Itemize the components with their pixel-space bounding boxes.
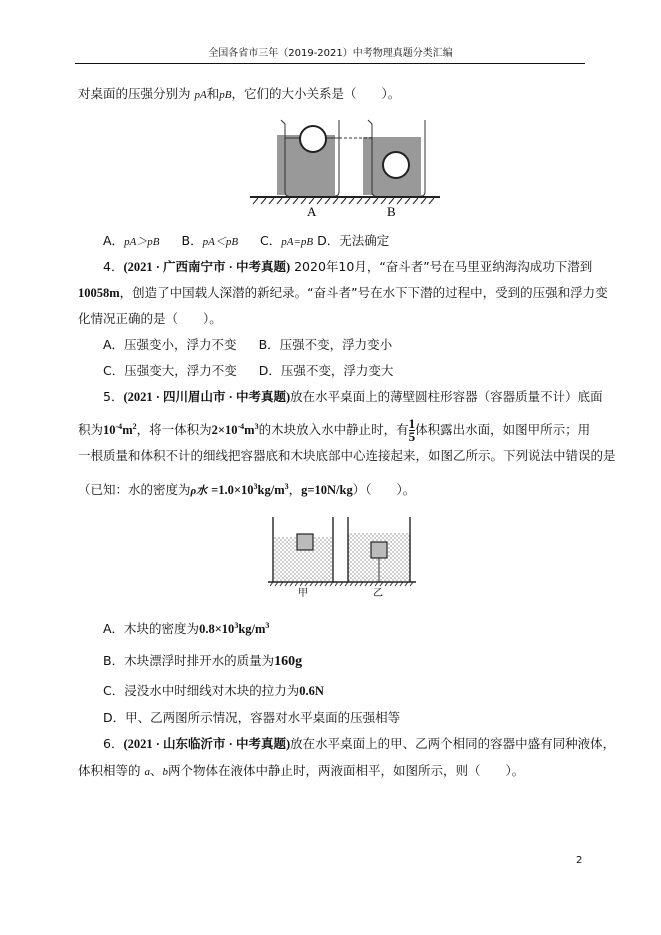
page-number: 2 (576, 855, 583, 866)
q5-option-c: C．浸没水中时细线对木块的拉力为0.6N (103, 683, 324, 698)
q5-line3: 一根质量和体积不计的细线把容器底和木块底部中心连接起来，如图乙所示。下列说法中错误的是 (78, 448, 616, 463)
fig-label-jia: 甲 (298, 588, 308, 597)
q5-option-a: A．木块的密度为$0.8\times 10^3kg/m^3$ (103, 621, 270, 637)
q5-line4: （已知：水的密度为ρ水 $=1.0\times 10^3kg/m^3$，g=10N/kg）（ ）。 (78, 482, 416, 498)
q5-option-d: D．甲、乙两图所示情况，容器对水平桌面的压强相等 (103, 710, 401, 725)
q4-line1: 4．(2021 · 广西南宁市 · 中考真题) 2020年10月，“奋斗者”号在马里亚纳海沟成功下潜到 (103, 259, 593, 274)
fig-label-a: A (307, 204, 317, 219)
q4-options-cd: C．压强变大，浮力不变 D．压强不变，浮力变大 (103, 363, 394, 378)
q5-line2: 积为$10^{-4}m^2$，将一体积为$2\times 10^{-4}m^3$的木块放入水中静止时，有 $\frac{1}{5}$ 体积露出水面，如图甲所示；用 (78, 416, 591, 445)
page-header: 全国各省市三年（2019-2021）中考物理真题分类汇编 (208, 48, 453, 59)
q6-line2: 体积相等的 a、b两个物体在液体中静止时，两液面相平，如图所示，则（ ）。 (78, 763, 525, 778)
q5-line1: 5．(2021 · 四川眉山市 · 中考真题)放在水平桌面上的薄壁圆柱形容器（容器质量不计）底面 (103, 389, 603, 404)
fraction: $\frac{1}{5}$ (408, 416, 416, 445)
q5-option-b: B．木块漂浮时排开水的质量为160g (103, 653, 303, 669)
q4-options-ab: A．压强变小，浮力不变 B．压强不变，浮力变小 (103, 337, 393, 352)
q3-options: A．pA＞pB B．pA＜pB C．pA=pB D．无法确定 (103, 233, 390, 248)
q4-line3: 化情况正确的是（ ）。 (78, 311, 222, 326)
fig-label-b: B (387, 204, 396, 219)
q4-line2: 10058m，创造了中国载人深潜的新纪录。“奋斗者”号在水下下潜的过程中，受到的压强和浮力变 (78, 285, 608, 300)
q6-line1: 6．(2021 · 山东临沂市 · 中考真题)放在水平桌面上的甲、乙两个相同的容器中盛有同种液体， (103, 736, 616, 751)
beaker-figure-ab (235, 112, 440, 220)
header-rule (75, 63, 585, 64)
q3-text: 对桌面的压强分别为 pA和pB，它们的大小关系是（ ）。 (78, 86, 401, 101)
fig-label-yi: 乙 (373, 588, 383, 597)
container-figure (268, 515, 418, 597)
